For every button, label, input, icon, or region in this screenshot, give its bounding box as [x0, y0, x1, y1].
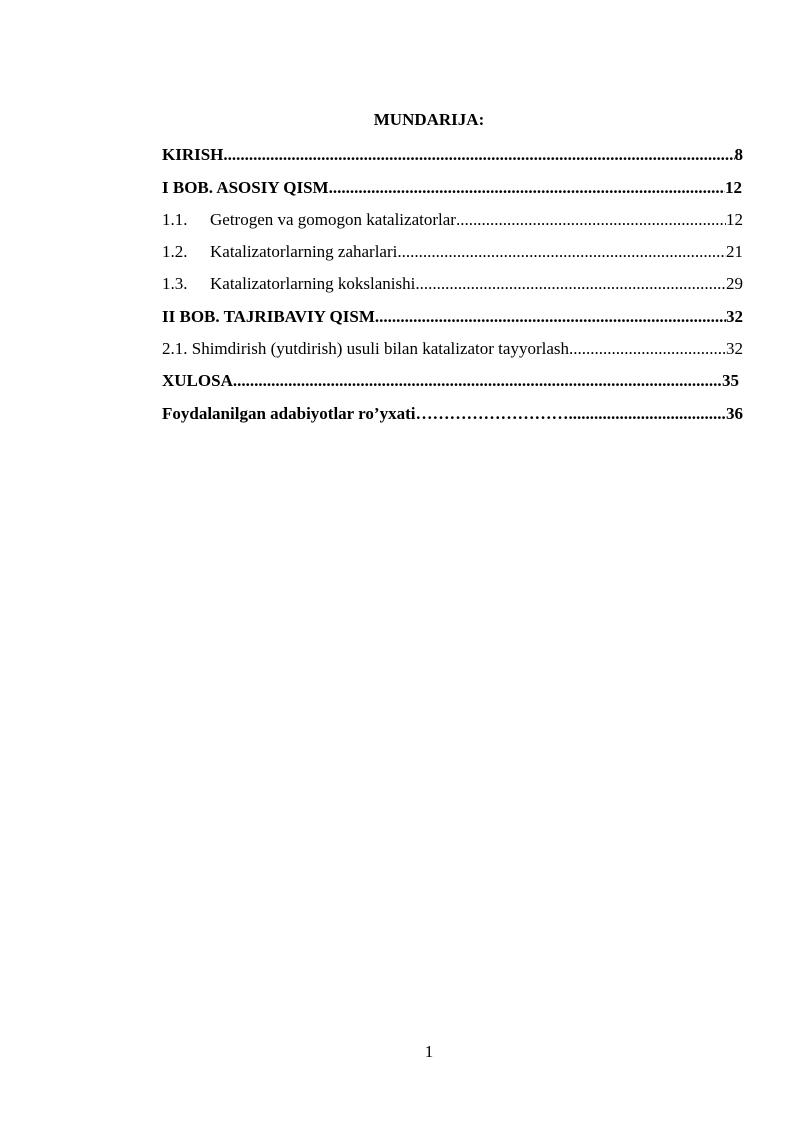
toc-entry-number: 1.1.: [162, 210, 188, 229]
dot-leader: [569, 338, 726, 360]
toc-entry-page: 32: [726, 307, 743, 326]
toc-entry-label: I BOB. ASOSIY QISM: [162, 178, 329, 197]
toc-entry-1-3[interactable]: [162, 273, 743, 295]
toc-entry-label: Katalizatorlarning kokslanishi: [210, 274, 416, 293]
toc-entry-label: II BOB. TAJRIBAVIY QISM: [162, 307, 375, 326]
dot-leader: [415, 273, 726, 295]
toc-entry-kirish[interactable]: [162, 144, 743, 166]
dot-leader: [375, 306, 726, 328]
toc-entry-page: 36: [726, 404, 743, 423]
toc-entry-label: XULOSA: [162, 371, 233, 390]
toc-entry-page: 35: [722, 371, 739, 390]
toc-entry-xulosa[interactable]: [162, 370, 739, 392]
dot-leader: [233, 370, 722, 392]
toc-entry-page: 21: [726, 242, 743, 261]
dot-leader: [456, 209, 726, 231]
toc-entry-ii-bob[interactable]: [162, 306, 743, 328]
toc-entry-page: 12: [725, 178, 742, 197]
toc-entry-label: 2.1. Shimdirish (yutdirish) usuli bilan katalizator tayyorlash: [162, 339, 569, 358]
toc-entry-adabiyotlar[interactable]: [162, 403, 743, 425]
dot-leader: [329, 177, 725, 199]
dot-leader: [397, 241, 726, 263]
toc-entry-label: Katalizatorlarning zaharlari: [210, 242, 398, 261]
toc-entry-1-1[interactable]: [162, 209, 743, 231]
toc-entry-page: 12: [726, 210, 743, 229]
page-number: 1: [424, 1042, 434, 1061]
toc-entry-label: Foydalanilgan adabiyotlar ro’yxati………………………: [162, 404, 569, 423]
toc-entry-page: 29: [726, 274, 743, 293]
toc-entry-i-bob[interactable]: [162, 177, 742, 199]
toc-entry-1-2[interactable]: [162, 241, 743, 263]
dot-leader: [568, 403, 726, 425]
toc-entry-page: 8: [734, 145, 743, 164]
toc-entry-2-1[interactable]: [162, 338, 743, 360]
toc-entry-label: Getrogen va gomogon katalizatorlar: [210, 210, 456, 229]
toc-entry-number: 1.3.: [162, 274, 188, 293]
toc-entry-label: KIRISH: [162, 145, 224, 164]
toc-entry-number: 1.2.: [162, 242, 188, 261]
toc-title: MUNDARIJA:: [373, 110, 485, 129]
dot-leader: [223, 144, 734, 166]
toc-entry-page: 32: [726, 339, 743, 358]
